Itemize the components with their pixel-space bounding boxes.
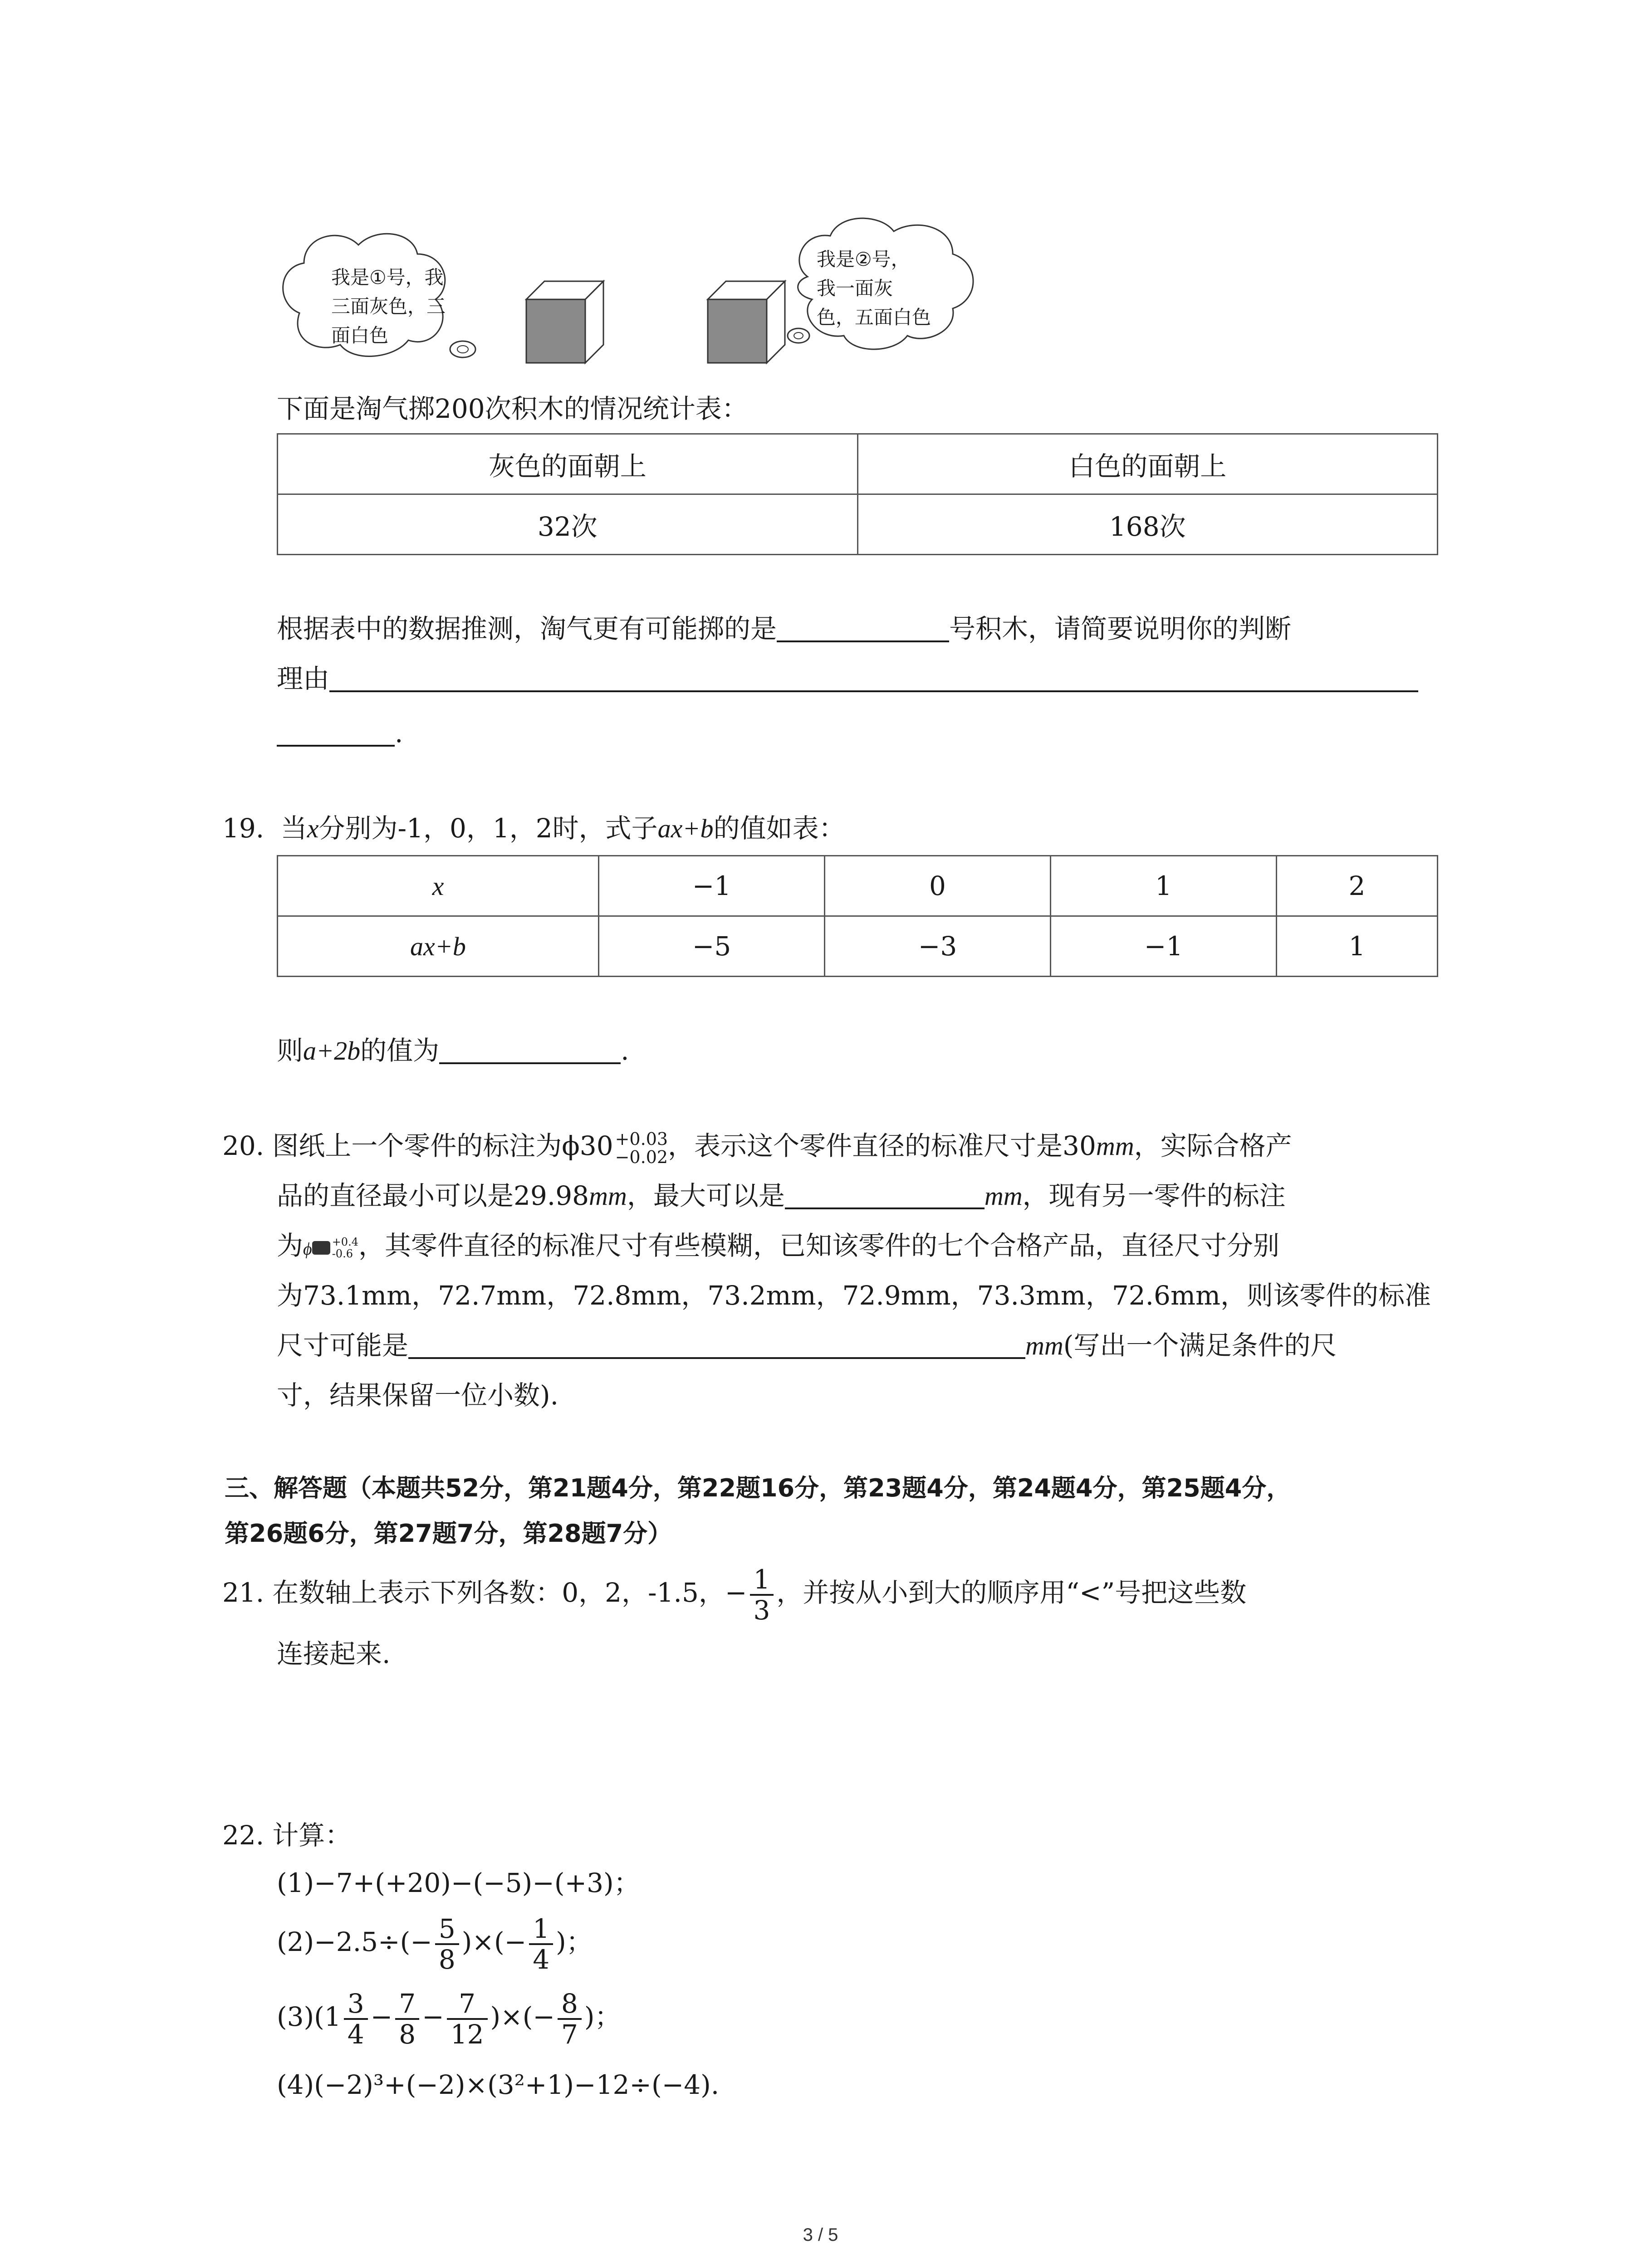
bubble-right-text	[817, 245, 931, 332]
q19-answer-line	[277, 1034, 629, 1067]
q19-question	[222, 812, 845, 845]
q21-line2: 连接起来.	[277, 1638, 391, 1669]
q20-text: ，其零件直径的标准尺寸有些模糊，已知该零件的七个合格产品，直径尺寸分别	[358, 1230, 1279, 1261]
q22-text: 计算：	[272, 1820, 352, 1851]
fraction-denominator: 12	[450, 2019, 484, 2050]
q20-line3	[277, 1229, 1279, 1266]
q22-text: )；	[584, 2001, 621, 2033]
fraction-denominator: 3	[753, 1595, 770, 1626]
q22-fraction	[447, 1989, 488, 2049]
fraction-numerator: 7	[395, 1989, 419, 2020]
q22-fraction	[344, 1989, 368, 2049]
q20-tol-down: −0.02	[615, 1147, 668, 1167]
q22-text: −	[370, 2001, 393, 2033]
fraction-denominator: 7	[561, 2019, 578, 2050]
q21-text: ，并按从小到大的顺序用“<”号把这些数	[776, 1577, 1247, 1608]
fraction-denominator: 8	[438, 1944, 456, 1975]
q20-blurred-size	[312, 1241, 330, 1255]
fraction-denominator: 8	[399, 2019, 416, 2050]
q20-unit: mm	[984, 1181, 1023, 1211]
q18-text: 根据表中的数据推测，淘气更有可能掷的是	[277, 613, 777, 644]
q22-text: )×(−	[461, 1926, 527, 1958]
q20-text: 图纸上一个零件的标注为ϕ30	[272, 1130, 613, 1161]
q20-unit: mm	[1096, 1131, 1134, 1161]
q20-max-blank[interactable]	[785, 1180, 985, 1209]
bubble-right-line: 我一面灰	[817, 277, 893, 299]
q19-cell: −5	[599, 916, 825, 977]
q21-fraction	[750, 1565, 774, 1625]
q19-cell: 0	[825, 856, 1051, 916]
q19-cell: −3	[825, 916, 1051, 977]
q18-reason-blank-2[interactable]	[277, 718, 395, 747]
fraction-denominator: 4	[533, 1944, 550, 1975]
q18-line3	[277, 717, 403, 749]
q20-text: 为	[277, 1230, 304, 1261]
q22-text: )×(−	[490, 2001, 555, 2033]
q20-line6: 寸，结果保留一位小数).	[277, 1380, 559, 1411]
q18-text: 号积木，请简要说明你的判断	[949, 613, 1292, 644]
q22-text: −	[422, 2001, 444, 2033]
bubble-left-line: 我是①号，我	[331, 266, 444, 288]
q18-line2	[277, 662, 1418, 695]
q20-line1	[222, 1129, 1292, 1166]
q20-number: 20.	[222, 1130, 265, 1161]
q19-cell: −1	[1051, 916, 1277, 977]
q19-text: .	[621, 1035, 629, 1066]
q19-expr: ax+b	[657, 814, 714, 843]
q19-cell: 1	[1051, 856, 1277, 916]
q22-text: (2)−2.5÷(−	[277, 1926, 432, 1958]
q19-text: 分别为-1，0，1，2时，式子	[318, 813, 658, 844]
q18-value-gray: 32次	[278, 494, 858, 555]
q20-phi-symbol: ϕ	[303, 1240, 312, 1259]
q19-answer-blank[interactable]	[439, 1035, 621, 1064]
q19-text: 当	[280, 813, 307, 844]
fraction-numerator: 1	[529, 1914, 553, 1945]
q20-text: 尺寸可能是	[277, 1330, 409, 1361]
q22-fraction	[558, 1989, 582, 2049]
q20-tolerance	[615, 1130, 668, 1166]
q22-fraction	[529, 1914, 553, 1974]
q20-text: ，实际合格产	[1134, 1130, 1292, 1161]
fraction-numerator: 3	[344, 1989, 368, 2020]
q18-table	[277, 433, 1438, 555]
q20-text: ，最大可以是	[627, 1180, 785, 1211]
q19-text: 则	[277, 1035, 304, 1066]
q21-text: 在数轴上表示下列各数：0，2，-1.5，−	[272, 1577, 747, 1608]
q20-size-blank[interactable]	[408, 1330, 1025, 1359]
fraction-numerator: 5	[435, 1914, 459, 1945]
q22-text: )；	[556, 1926, 593, 1958]
q22-fraction	[435, 1914, 459, 1974]
q20-text: ，现有另一零件的标注	[1022, 1180, 1286, 1211]
q22-text: (3)(1	[277, 2001, 341, 2033]
fraction-numerator: 8	[558, 1989, 582, 2020]
q19-var: x	[307, 814, 319, 843]
q19-cell: x	[278, 856, 599, 916]
q20-text: 品的直径最小可以是29.98	[277, 1180, 589, 1211]
fraction-denominator: 4	[347, 2019, 364, 2050]
q19-text: 的值如表：	[713, 813, 845, 844]
q20-line4: 为73.1mm，72.7mm，72.8mm，73.2mm，72.9mm，73.3mm，72.6mm，则该零件的标准	[277, 1280, 1431, 1311]
q22-number: 22.	[222, 1820, 265, 1851]
q20-text: (写出一个满足条件的尺	[1063, 1330, 1337, 1361]
q20-text: ，表示这个零件直径的标准尺寸是30	[668, 1130, 1096, 1161]
q20-unit: mm	[589, 1181, 627, 1211]
q19-cell: 2	[1277, 856, 1438, 916]
q18-intro: 下面是淘气掷200次积木的情况统计表：	[277, 393, 748, 424]
bubble-left-line: 三面灰色，三	[331, 295, 446, 318]
q18-text: 理由	[277, 663, 330, 694]
q22-part3	[277, 1989, 621, 2049]
fraction-numerator: 1	[750, 1565, 774, 1596]
q18-line1	[277, 612, 1291, 645]
q19-cell: 1	[1277, 916, 1438, 977]
bubble-left-text	[331, 263, 446, 350]
q18-value-white: 168次	[857, 494, 1438, 555]
section-heading-2: 第26题6分，第27题7分，第28题7分）	[225, 1519, 672, 1548]
q19-cell: ax+b	[278, 916, 599, 977]
q20-tolerance-2	[332, 1236, 358, 1260]
q20-line5	[277, 1329, 1337, 1362]
q22-part1: (1)−7+(+20)−(−5)−(+3)；	[277, 1867, 640, 1898]
q22-title	[222, 1819, 351, 1852]
q19-table	[277, 855, 1438, 977]
q20-tol-up: +0.4	[332, 1235, 358, 1248]
q20-tol-down: -0.6	[332, 1247, 353, 1260]
q21-number: 21.	[222, 1577, 265, 1608]
q18-header-white: 白色的面朝上	[857, 434, 1438, 494]
bubble-right-line: 色，五面白色	[817, 306, 931, 328]
q19-number: 19.	[222, 813, 265, 844]
page-number: 3 / 5	[803, 2225, 838, 2245]
q18-header-gray: 灰色的面朝上	[278, 434, 858, 494]
q22-part4: (4)(−2)³+(−2)×(3²+1)−12÷(−4).	[277, 2069, 720, 2100]
bubble-right-line: 我是②号，	[817, 248, 910, 270]
q22-fraction	[395, 1989, 419, 2049]
section-heading: 三、解答题（本题共52分，第21题4分，第22题16分，第23题4分，第24题4分，第25题4分，	[225, 1474, 1291, 1502]
q18-text: .	[395, 718, 403, 748]
q22-part2	[277, 1914, 593, 1974]
q18-reason-blank[interactable]	[329, 663, 1418, 692]
cube-2-icon	[708, 281, 785, 363]
q20-line2	[277, 1179, 1286, 1212]
q20-unit: mm	[1025, 1331, 1063, 1360]
q21-line1	[222, 1565, 1246, 1625]
fraction-numerator: 7	[447, 1989, 488, 2020]
q19-cell: −1	[599, 856, 825, 916]
q19-text: 的值为	[360, 1035, 440, 1066]
q20-tol-up: +0.03	[615, 1129, 668, 1149]
q19-expr: a+2b	[303, 1036, 361, 1066]
cube-1-icon	[526, 281, 603, 363]
bubble-left-line: 面白色	[331, 324, 389, 347]
q18-answer-blank[interactable]	[777, 613, 949, 642]
